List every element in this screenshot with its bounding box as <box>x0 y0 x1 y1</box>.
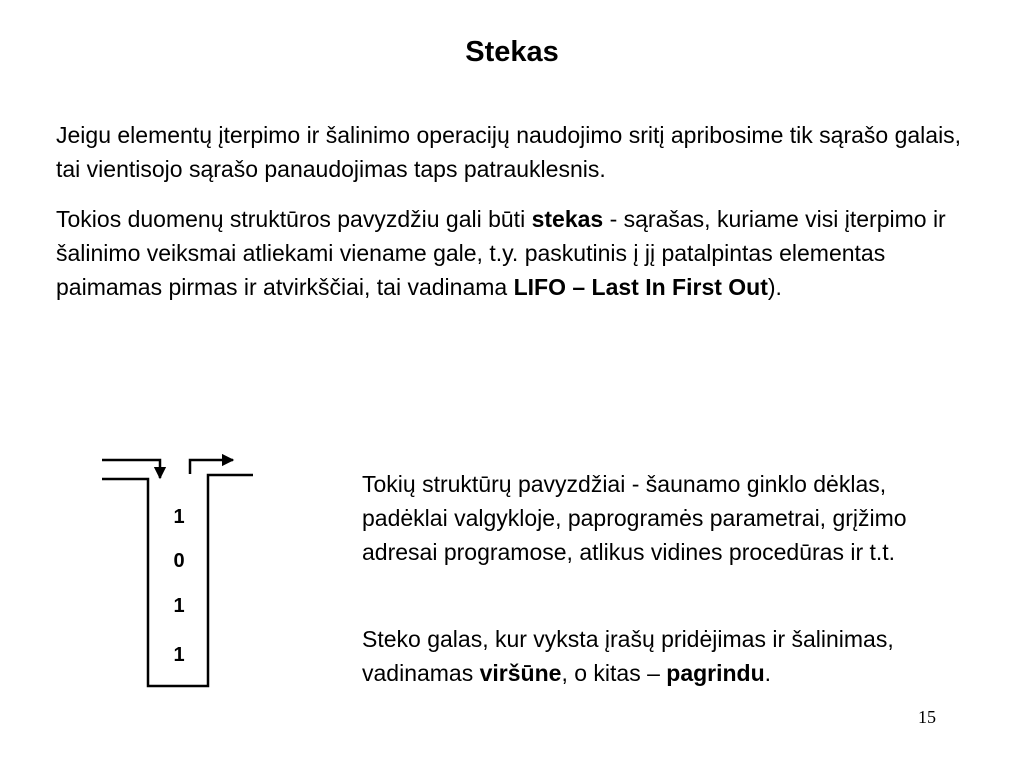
definition-paragraph <box>56 202 976 304</box>
page-number: 15 <box>918 707 936 727</box>
definition-text-2: - sąrašas, kuriame visi įterpimo ir šalinimo veiksmai atliekami viename gale, t.y. paskutinis į jį patalpintas elementas paimamas pirmas ir atvirkščiai, tai vadinama <box>56 206 946 300</box>
terminology-text-1: Steko galas, kur vyksta įrašų pridėjimas ir šalinimas, vadinamas <box>362 626 894 686</box>
term-stekas: stekas <box>531 206 604 232</box>
slide-title: Stekas <box>465 36 559 68</box>
term-pagrindu: pagrindu <box>666 660 765 686</box>
intro-paragraph: Jeigu elementų įterpimo ir šalinimo operacijų naudojimo sritį apribosime tik sąrašo galais, tai vientisojo sąrašo panaudojimas taps patrauklesnis. <box>56 122 962 182</box>
term-lifo: LIFO – Last In First Out <box>513 274 768 300</box>
stack-item: 0 <box>173 550 185 572</box>
stack-item: 1 <box>173 644 185 666</box>
terminology-text-3: . <box>764 660 772 686</box>
term-virsune: viršūne <box>479 660 562 686</box>
definition-text-1: Tokios duomenų struktūros pavyzdžiu gali būti <box>56 206 532 232</box>
stack-item: 1 <box>173 595 185 617</box>
examples-paragraph: Tokių struktūrų pavyzdžiai - šaunamo ginklo dėklas, padėklai valgykloje, paprogramės parametrai, grįžimo adresai programose, atlikus vidines procedūras ir t.t. <box>362 471 907 565</box>
terminology-paragraph <box>362 622 962 690</box>
stack-item: 1 <box>173 506 185 528</box>
definition-text-3: ). <box>767 274 782 300</box>
pop-arrow <box>190 460 233 474</box>
terminology-text-2: , o kitas – <box>561 660 667 686</box>
push-arrow <box>102 460 160 478</box>
